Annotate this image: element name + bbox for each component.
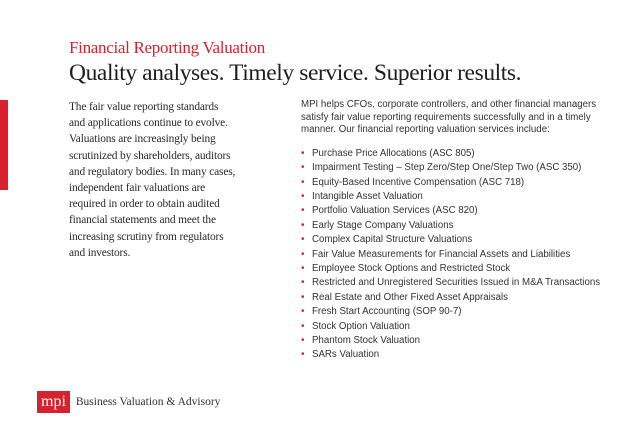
- service-label: Phantom Stock Valuation: [312, 335, 421, 347]
- service-item: [301, 148, 621, 160]
- bullet-icon: •: [301, 147, 305, 159]
- service-label: Stock Option Valuation: [312, 320, 410, 332]
- section-title: Financial Reporting Valuation: [69, 38, 265, 57]
- bullet-icon: •: [301, 291, 305, 303]
- service-item: [301, 220, 621, 232]
- page-header: [69, 38, 629, 87]
- service-item: [301, 306, 621, 318]
- bullet-icon: •: [301, 234, 305, 246]
- bullet-icon: •: [301, 162, 305, 174]
- service-label: Fair Value Measurements for Financial Assets and Liabilities: [312, 248, 571, 260]
- service-label: Employee Stock Options and Restricted Stock: [312, 263, 511, 275]
- service-label: Fresh Start Accounting (SOP 90-7): [312, 306, 462, 318]
- bullet-icon: •: [301, 205, 305, 217]
- service-label: Early Stage Company Valuations: [312, 219, 454, 231]
- services-lead: MPI helps CFOs, corporate controllers, and other financial managers satisfy fair value reporting requirements successfully and in a timely manner. Our financial reporting valuation services include:: [301, 99, 597, 136]
- intro-line: independent fair valuations are: [69, 182, 206, 195]
- bullet-icon: •: [301, 349, 305, 361]
- service-item: [301, 335, 621, 347]
- service-item: [301, 162, 621, 174]
- service-label: Complex Capital Structure Valuations: [312, 234, 473, 246]
- bullet-icon: •: [301, 277, 305, 289]
- logo-tagline: Business Valuation & Advisory: [75, 396, 221, 408]
- intro-line: required in order to obtain audited: [69, 198, 220, 211]
- service-item: [301, 249, 621, 261]
- company-logo: [37, 391, 220, 413]
- service-label: Portfolio Valuation Services (ASC 820): [312, 205, 478, 217]
- service-label: SARs Valuation: [312, 349, 380, 361]
- intro-line: scrutinized by shareholders, auditors: [69, 149, 231, 162]
- service-item: [301, 292, 621, 304]
- service-label: Real Estate and Other Fixed Asset Appraisals: [312, 291, 509, 303]
- service-label: Purchase Price Allocations (ASC 805): [312, 147, 475, 159]
- bullet-icon: •: [301, 320, 305, 332]
- intro-line: financial statements and meet the: [69, 214, 216, 227]
- service-item: [301, 234, 621, 246]
- service-item: [301, 321, 621, 333]
- bullet-icon: •: [301, 248, 305, 260]
- service-item: [301, 177, 621, 189]
- service-item: [301, 191, 621, 203]
- intro-line: and investors.: [69, 246, 131, 259]
- bullet-icon: •: [301, 176, 305, 188]
- service-item: [301, 263, 621, 275]
- service-label: Restricted and Unregistered Securities Issued in M&A Transactions: [312, 277, 601, 289]
- left-accent-bar: [0, 100, 8, 190]
- bullet-icon: •: [301, 335, 305, 347]
- intro-paragraph: [69, 99, 279, 261]
- intro-line: increasing scrutiny from regulators: [69, 230, 224, 243]
- service-item: [301, 205, 621, 217]
- services-list: [301, 148, 621, 362]
- bullet-icon: •: [301, 263, 305, 275]
- service-label: Intangible Asset Valuation: [312, 191, 423, 202]
- service-label: Impairment Testing – Step Zero/Step One/Step Two (ASC 350): [312, 162, 582, 174]
- bullet-icon: •: [301, 306, 305, 318]
- page-headline: Quality analyses. Timely service. Superior results.: [69, 60, 522, 86]
- service-item: [301, 349, 621, 361]
- intro-line: Valuations are increasingly being: [69, 133, 216, 146]
- services-column: [301, 99, 621, 364]
- bullet-icon: •: [301, 219, 305, 231]
- intro-line: The fair value reporting standards: [69, 101, 219, 113]
- bullet-icon: •: [301, 191, 305, 202]
- mpi-logo-mark: mpi: [37, 391, 70, 413]
- service-item: [301, 277, 621, 289]
- intro-line: and regulatory bodies. In many cases,: [69, 165, 236, 178]
- intro-line: and applications continue to evolve.: [69, 117, 228, 130]
- service-label: Equity-Based Incentive Compensation (ASC 718): [312, 176, 525, 188]
